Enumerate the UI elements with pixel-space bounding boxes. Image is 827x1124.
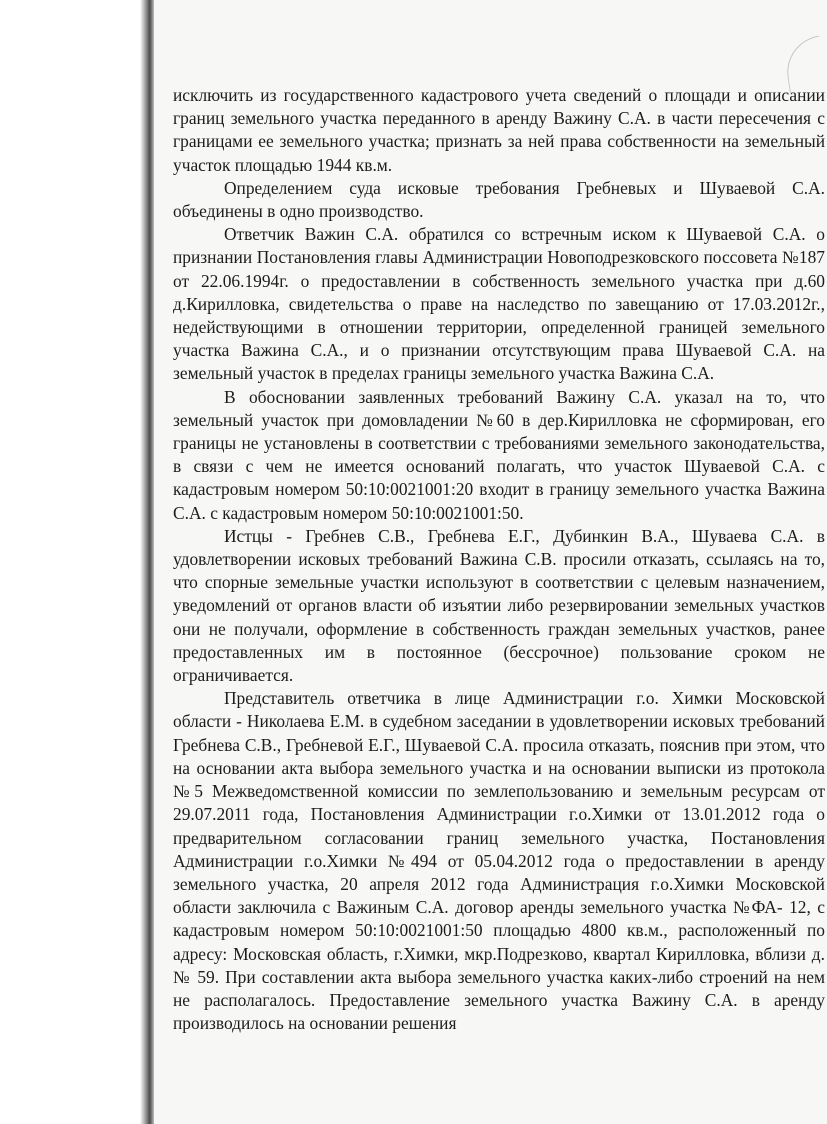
paragraph-representative: Представитель ответчика в лице Администрации г.о. Химки Московской области - Николаева Е.М. в судебном заседании в удовлетворении исковых требований Гребнева С.В., Гребневой Е.Г., Шуваевой С.А. просила отказать, пояснив при этом, что на основании акта выбора земельного участка и на основании выписки из протокола №5 Межведомственной комиссии по землепользованию и земельным ресурсам от 29.07.2011 года, Постановления Администрации г.о.Химки от 13.01.2012 года о предварительном согласовании границ земельного участка, Постановления Администрации г.о.Химки №494 от 05.04.2012 года о предоставлении в аренду земельного участка, 20 апреля 2012 года Администрация г.о.Химки Московской области заключила с Важиным С.А. договор аренды земельного участка №ФА- 12, с кадастровым номером 50:10:0021001:50 площадью 4800 кв.м., расположенный по адресу: Московская область, г.Химки, мкр.Подрезково, квартал Кирилловка, вблизи д.№ 59. При составлении акта выбора земельного участка каких-либо строений на нем не располагалось. Предоставление земельного участка Важину С.А. в аренду производилось на основании решения (173, 688, 825, 1034)
document-page (173, 84, 825, 1035)
scan-binding-shadow (140, 0, 154, 1124)
paragraph-plaintiffs: Истцы - Гребнев С.В., Гребнева Е.Г., Дубинкин В.А., Шуваева С.А. в удовлетворении исковых требований Важина С.В. просили отказать, ссылаясь на то, что спорные земельные участки используют в соответствии с целевым назначением, уведомлений от органов власти об изъятии либо резервировании земельных участков они не получали, оформление в собственность граждан земельных участков, ранее предоставленных им в постоянное (бессрочное) пользование сроком не ограничивается. (173, 525, 825, 686)
paragraph-court-ruling: Определением суда исковые требования Гребневых и Шуваевой С.А. объединены в одно производство. (173, 177, 825, 222)
scan-margin (0, 0, 150, 1124)
paragraph-continuation: исключить из государственного кадастрового учета сведений о площади и описании границ земельного участка переданного в аренду Важину С.А. в части пересечения с границами ее земельного участка; признать за ней права собственности на земельный участок площадью 1944 кв.м. (173, 85, 825, 175)
paragraph-grounds: В обосновании заявленных требований Важину С.А. указал на то, что земельный участок при домовладении №60 в дер.Кирилловка не сформирован, его границы не установлены в соответствии с требованиями земельного законодательства, в связи с чем не имеется оснований полагать, что участок Шуваевой С.А. с кадастровым номером 50:10:0021001:20 входит в границу земельного участка Важина С.А. с кадастровым номером 50:10:0021001:50. (173, 386, 825, 523)
paragraph-counterclaim: Ответчик Важин С.А. обратился со встречным иском к Шуваевой С.А. о признании Постановления главы Администрации Новоподрезковского поссовета №187 от 22.06.1994г. о предоставлении в собственность земельного участка при д.60 д.Кирилловка, свидетельства о праве на наследство по завещанию от 17.03.2012г., недействующими в отношении территории, определенной границей земельного участка Важина С.А., и о признании отсутствующим права Шуваевой С.А. на земельный участок в пределах границы земельного участка Важина С.А. (173, 224, 825, 384)
